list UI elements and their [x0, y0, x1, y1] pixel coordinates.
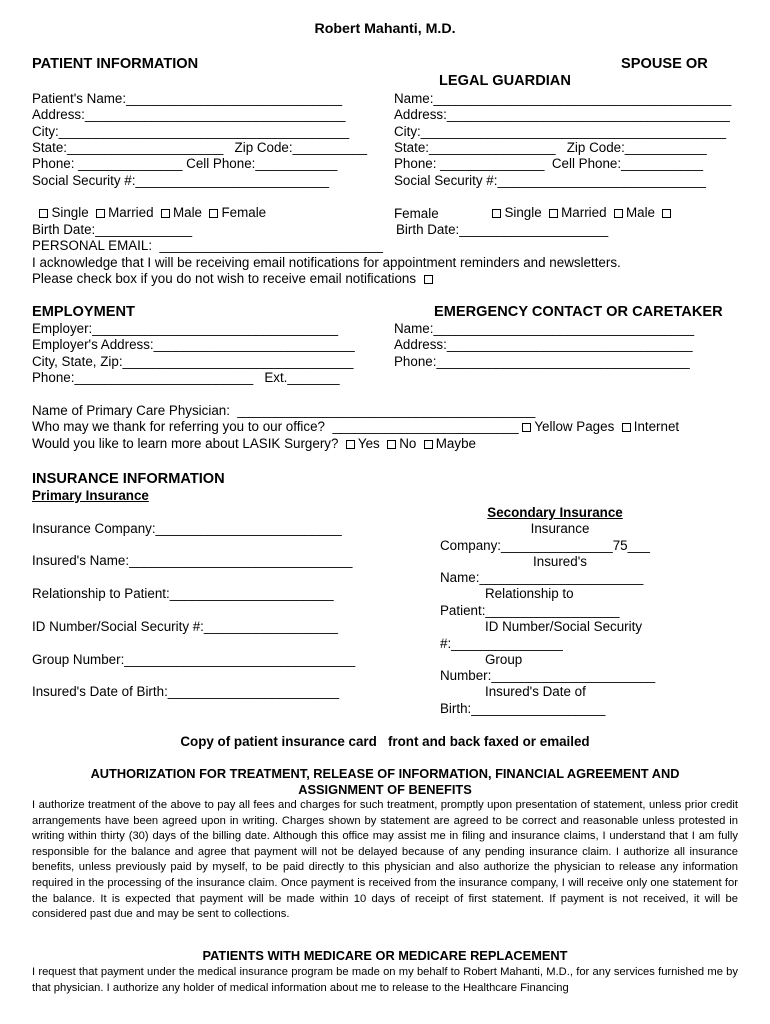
secondary-insured-name-field[interactable]: Name:______________________ [440, 570, 644, 585]
checkbox-icon[interactable] [161, 209, 170, 218]
employer-city-state-zip-field[interactable]: City, State, Zip:_______________________________ [32, 354, 354, 369]
option-married: Married [561, 205, 607, 220]
doctor-name: Robert Mahanti, M.D. [314, 21, 456, 37]
option-married: Married [108, 205, 154, 220]
spouse-heading-line1: SPOUSE OR [621, 56, 708, 72]
email-optout [32, 271, 436, 287]
option-male: Male [625, 205, 656, 220]
referral-source [32, 419, 679, 435]
primary-relationship-field[interactable]: Relationship to Patient:______________________ [32, 586, 334, 601]
checkbox-icon[interactable] [549, 209, 558, 218]
patient-info-heading: PATIENT INFORMATION [32, 56, 199, 72]
medicare-body: I request that payment under the medical insurance program be made on my behalf to Robert Mahanti, M.D., for any services furnished me by that physician. I authorize any holder of medical information about me to release to the Healthcare Financing [32, 966, 738, 994]
primary-group-field[interactable]: Group Number:_______________________________ [32, 652, 356, 667]
primary-insured-name-field[interactable]: Insured's Name:______________________________ [32, 553, 353, 568]
secondary-dob-field[interactable]: Birth:__________________ [440, 701, 606, 716]
personal-email-field[interactable]: PERSONAL EMAIL: ______________________________ [32, 238, 383, 253]
primary-dob-field[interactable]: Insured's Date of Birth:_______________________ [32, 684, 340, 699]
checkbox-icon[interactable] [614, 209, 623, 218]
checkbox-icon[interactable] [346, 440, 355, 449]
option-yes: Yes [357, 436, 380, 451]
secondary-id-label: ID Number/Social Security [485, 619, 643, 634]
checkbox-icon[interactable] [39, 209, 48, 218]
spouse-address-field[interactable]: Address:______________________________________ [394, 107, 730, 122]
secondary-relationship-field[interactable]: Patient:__________________ [440, 603, 620, 618]
lasik-label: Would you like to learn more about LASIK Surgery? [32, 436, 339, 451]
spouse-birth-date-field[interactable]: Birth Date:____________________ [396, 222, 609, 237]
checkbox-icon[interactable] [209, 209, 218, 218]
checkbox-icon[interactable] [492, 209, 501, 218]
authorization-heading-line2: ASSIGNMENT OF BENEFITS [298, 782, 472, 797]
emergency-phone-field[interactable]: Phone:__________________________________ [394, 354, 690, 369]
option-yellow-pages: Yellow Pages [534, 419, 615, 434]
checkbox-icon[interactable] [622, 423, 631, 432]
patient-phone-field[interactable]: Phone: ______________ Cell Phone:___________ [32, 156, 338, 171]
secondary-dob-label: Insured's Date of [485, 684, 586, 699]
lasik-question [32, 436, 476, 452]
option-no: No [399, 436, 417, 451]
email-acknowledgement: I acknowledge that I will be receiving email notifications for appointment reminders and newsletters. [32, 255, 621, 270]
checkbox-icon[interactable] [522, 423, 531, 432]
checkbox-icon[interactable] [96, 209, 105, 218]
patient-ssn-field[interactable]: Social Security #:__________________________ [32, 173, 330, 188]
referral-source-field[interactable]: Who may we thank for referring you to our office? _________________________ [32, 419, 519, 434]
insurance-card-note: Copy of patient insurance card front and back faxed or emailed [180, 734, 590, 749]
secondary-insured-label: Insured's [533, 554, 587, 569]
spouse-phone-field[interactable]: Phone: ______________ Cell Phone:___________ [394, 156, 704, 171]
employer-address-field[interactable]: Employer's Address:___________________________ [32, 337, 355, 352]
employer-field[interactable]: Employer:_________________________________ [32, 321, 339, 336]
patient-address-field[interactable]: Address:___________________________________ [32, 107, 346, 122]
emergency-address-field[interactable]: Address:_________________________________ [394, 337, 693, 352]
primary-care-physician-field[interactable]: Name of Primary Care Physician: ________________________________________ [32, 403, 536, 418]
option-single: Single [51, 205, 89, 220]
employment-heading: EMPLOYMENT [32, 304, 135, 320]
checkbox-icon[interactable] [387, 440, 396, 449]
secondary-group-label: Group [485, 652, 523, 667]
option-internet: Internet [633, 419, 680, 434]
option-male: Male [172, 205, 203, 220]
secondary-id-field[interactable]: #:_______________ [440, 636, 563, 651]
medicare-heading: PATIENTS WITH MEDICARE OR MEDICARE REPLACEMENT [202, 948, 568, 963]
spouse-city-field[interactable]: City:_________________________________________ [394, 124, 727, 139]
primary-company-field[interactable]: Insurance Company:_________________________ [32, 521, 342, 536]
patient-city-field[interactable]: City:_______________________________________ [32, 124, 350, 139]
spouse-state-zip-field[interactable]: State:_________________ Zip Code:___________ [394, 140, 707, 155]
authorization-heading-line1: AUTHORIZATION FOR TREATMENT, RELEASE OF INFORMATION, FINANCIAL AGREEMENT AND [90, 766, 680, 781]
patient-name-field[interactable]: Patient's Name:_____________________________ [32, 91, 343, 106]
secondary-group-field[interactable]: Number:______________________ [440, 668, 656, 683]
option-single: Single [504, 205, 542, 220]
checkbox-icon[interactable] [424, 440, 433, 449]
authorization-body: I authorize treatment of the above to pay all fees and charges for such treatment, promptly upon presentation of statement, unless prior credit arrangements have been agreed upon in writing. Charges shown by statement are agreed to be correct and reasonable unless protested in writing within thirty (30) days of the billing date. Although this office may assist me in filing and insurance claims, I understand that I am fully responsible for the balance and agree that payment will not be delayed because of any pending insurance claim. I authorize all insurance benefits, unless previously paid by myself, to be paid directly to this physician and also authorize the physician to release any information required in the processing of the insurance claim. Once payment is received from the insurance company, I will receive only one statement for the balance. It is expected that payment will be made within 10 days of receipt of first statement. If payment is not received, it will be considered past due and may be sent to collections. [32, 799, 738, 921]
spouse-heading-line2: LEGAL GUARDIAN [439, 73, 571, 89]
emergency-name-field[interactable]: Name:___________________________________ [394, 321, 695, 336]
patient-state-zip-field[interactable]: State:_____________________ Zip Code:__________ [32, 140, 368, 155]
spouse-name-field[interactable]: Name:________________________________________ [394, 91, 732, 106]
patient-birth-date-field[interactable]: Birth Date:_____________ [32, 222, 193, 237]
primary-insurance-heading: Primary Insurance [32, 488, 149, 503]
emergency-heading: EMERGENCY CONTACT OR CARETAKER [434, 304, 723, 320]
spouse-status-options [485, 189, 674, 221]
primary-id-ssn-field[interactable]: ID Number/Social Security #:__________________ [32, 619, 338, 634]
secondary-insurance-heading: Secondary Insurance [487, 505, 623, 520]
secondary-relationship-label: Relationship to [485, 586, 574, 601]
checkbox-icon[interactable] [662, 209, 671, 218]
employer-phone-field[interactable]: Phone:________________________ Ext._______ [32, 370, 340, 385]
patient-status-options [32, 189, 266, 221]
spouse-option-female: Female [394, 206, 439, 221]
spouse-ssn-field[interactable]: Social Security #:____________________________ [394, 173, 706, 188]
insurance-heading: INSURANCE INFORMATION [32, 471, 225, 487]
option-maybe: Maybe [435, 436, 476, 451]
secondary-company-field[interactable]: Company:_______________75___ [440, 538, 650, 553]
checkbox-icon[interactable] [424, 275, 433, 284]
email-optout-label: Please check box if you do not wish to receive email notifications [32, 271, 417, 286]
option-female: Female [221, 205, 267, 220]
secondary-company-label: Insurance [530, 521, 590, 536]
